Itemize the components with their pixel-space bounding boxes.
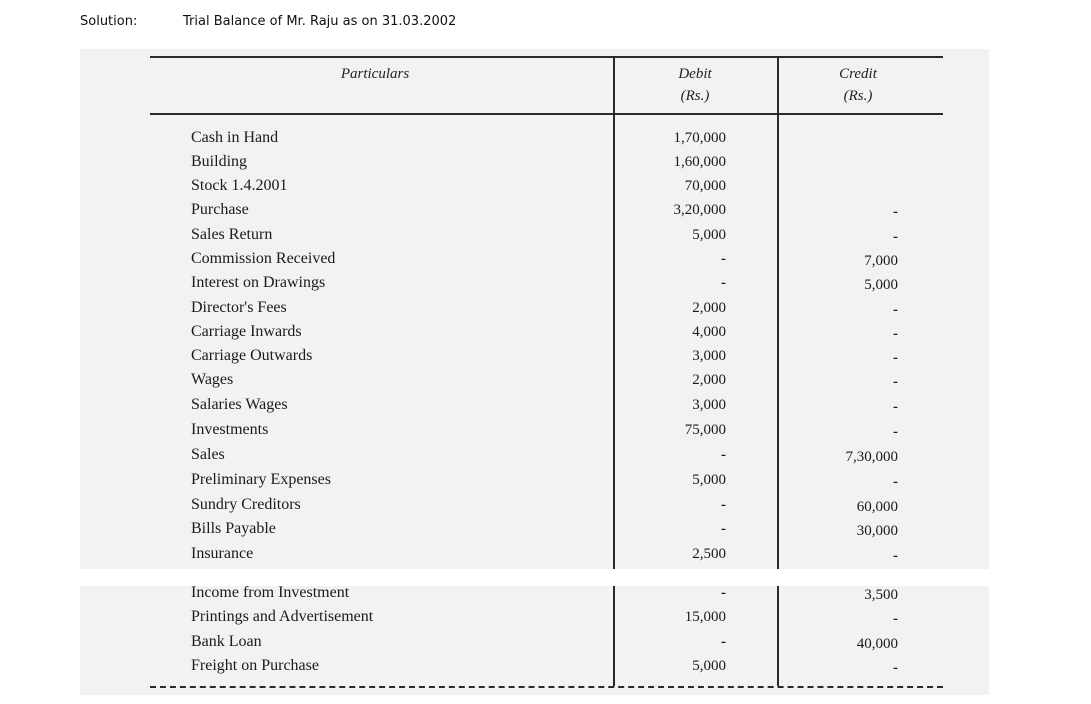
solution-label: Solution: [80, 14, 138, 29]
table-row-label: Bills Payable [191, 520, 276, 537]
table-row-label: Purchase [191, 201, 249, 218]
table-row-label: Wages [191, 371, 234, 388]
table-row-credit: 30,000 [856, 523, 898, 539]
table-row-debit: - [721, 447, 726, 463]
table-row-label: Cash in Hand [191, 129, 279, 146]
debit-heading: Debit [678, 66, 712, 82]
table-row-credit: - [893, 474, 898, 490]
page-title: Trial Balance of Mr. Raju as on 31.03.2002 [183, 14, 457, 29]
table-row-credit: 7,30,000 [845, 449, 898, 465]
table-row-credit: - [893, 660, 898, 676]
table-row-debit: - [721, 251, 726, 267]
credit-unit-heading: (Rs.) [843, 88, 873, 104]
table-row-label: Carriage Inwards [191, 323, 302, 340]
table-row-label: Commission Received [191, 250, 336, 267]
table-row-credit: - [893, 399, 898, 415]
particulars-heading: Particulars [340, 66, 410, 82]
table-row-debit: 70,000 [684, 178, 726, 194]
credit-column-divider [777, 56, 779, 569]
table-row-debit: - [721, 634, 726, 650]
credit-column-divider-lower [777, 586, 779, 686]
table-row-credit: - [893, 424, 898, 440]
debit-unit-heading: (Rs.) [680, 88, 710, 104]
table-row-label: Interest on Drawings [191, 274, 326, 291]
table-row-label: Printings and Advertisement [191, 608, 374, 625]
table-row-credit: - [893, 374, 898, 390]
table-row-label: Sales Return [191, 226, 273, 243]
table-row-debit: 5,000 [692, 472, 726, 488]
table-row-debit: 1,60,000 [673, 154, 726, 170]
table-row-credit: - [893, 548, 898, 564]
table-header-rule [150, 113, 943, 115]
table-row-credit: 40,000 [856, 636, 898, 652]
table-row-credit: - [893, 204, 898, 220]
table-top-rule [150, 56, 943, 58]
table-row-credit: - [893, 326, 898, 342]
table-row-debit: - [721, 521, 726, 537]
table-row-label: Carriage Outwards [191, 347, 313, 364]
table-row-debit: 1,70,000 [673, 130, 726, 146]
debit-column-divider-lower [613, 586, 615, 686]
table-row-credit: - [893, 229, 898, 245]
table-row-label: Building [191, 153, 248, 170]
debit-column-divider [613, 56, 615, 569]
table-row-credit: 60,000 [856, 499, 898, 515]
table-row-debit: 15,000 [684, 609, 726, 625]
table-row-debit: 4,000 [692, 324, 726, 340]
table-row-label: Sundry Creditors [191, 496, 301, 513]
table-row-debit: 2,000 [692, 372, 726, 388]
table-row-label: Preliminary Expenses [191, 471, 331, 488]
table-row-debit: - [721, 497, 726, 513]
table-row-debit: 75,000 [684, 422, 726, 438]
table-row-label: Investments [191, 421, 269, 438]
credit-heading: Credit [839, 66, 877, 82]
table-row-debit: - [721, 585, 726, 601]
table-row-debit: 3,000 [692, 348, 726, 364]
table-row-label: Director's Fees [191, 299, 287, 316]
table-row-label: Freight on Purchase [191, 657, 319, 674]
table-row-label: Insurance [191, 545, 254, 562]
table-row-label: Salaries Wages [191, 396, 288, 413]
table-row-label: Bank Loan [191, 633, 262, 650]
table-row-debit: 3,20,000 [673, 202, 726, 218]
table-row-label: Sales [191, 446, 225, 463]
table-row-credit: - [893, 302, 898, 318]
table-bottom-dashed-rule [150, 686, 943, 688]
table-row-debit: 2,000 [692, 300, 726, 316]
table-row-credit: 3,500 [864, 587, 898, 603]
table-row-debit: - [721, 275, 726, 291]
table-row-label: Stock 1.4.2001 [191, 177, 288, 194]
table-row-label: Income from Investment [191, 584, 350, 601]
table-row-debit: 5,000 [692, 227, 726, 243]
table-row-credit: 7,000 [864, 253, 898, 269]
table-row-debit: 2,500 [692, 546, 726, 562]
table-row-credit: 5,000 [864, 277, 898, 293]
table-row-debit: 5,000 [692, 658, 726, 674]
table-row-credit: - [893, 350, 898, 366]
table-row-debit: 3,000 [692, 397, 726, 413]
table-row-credit: - [893, 611, 898, 627]
